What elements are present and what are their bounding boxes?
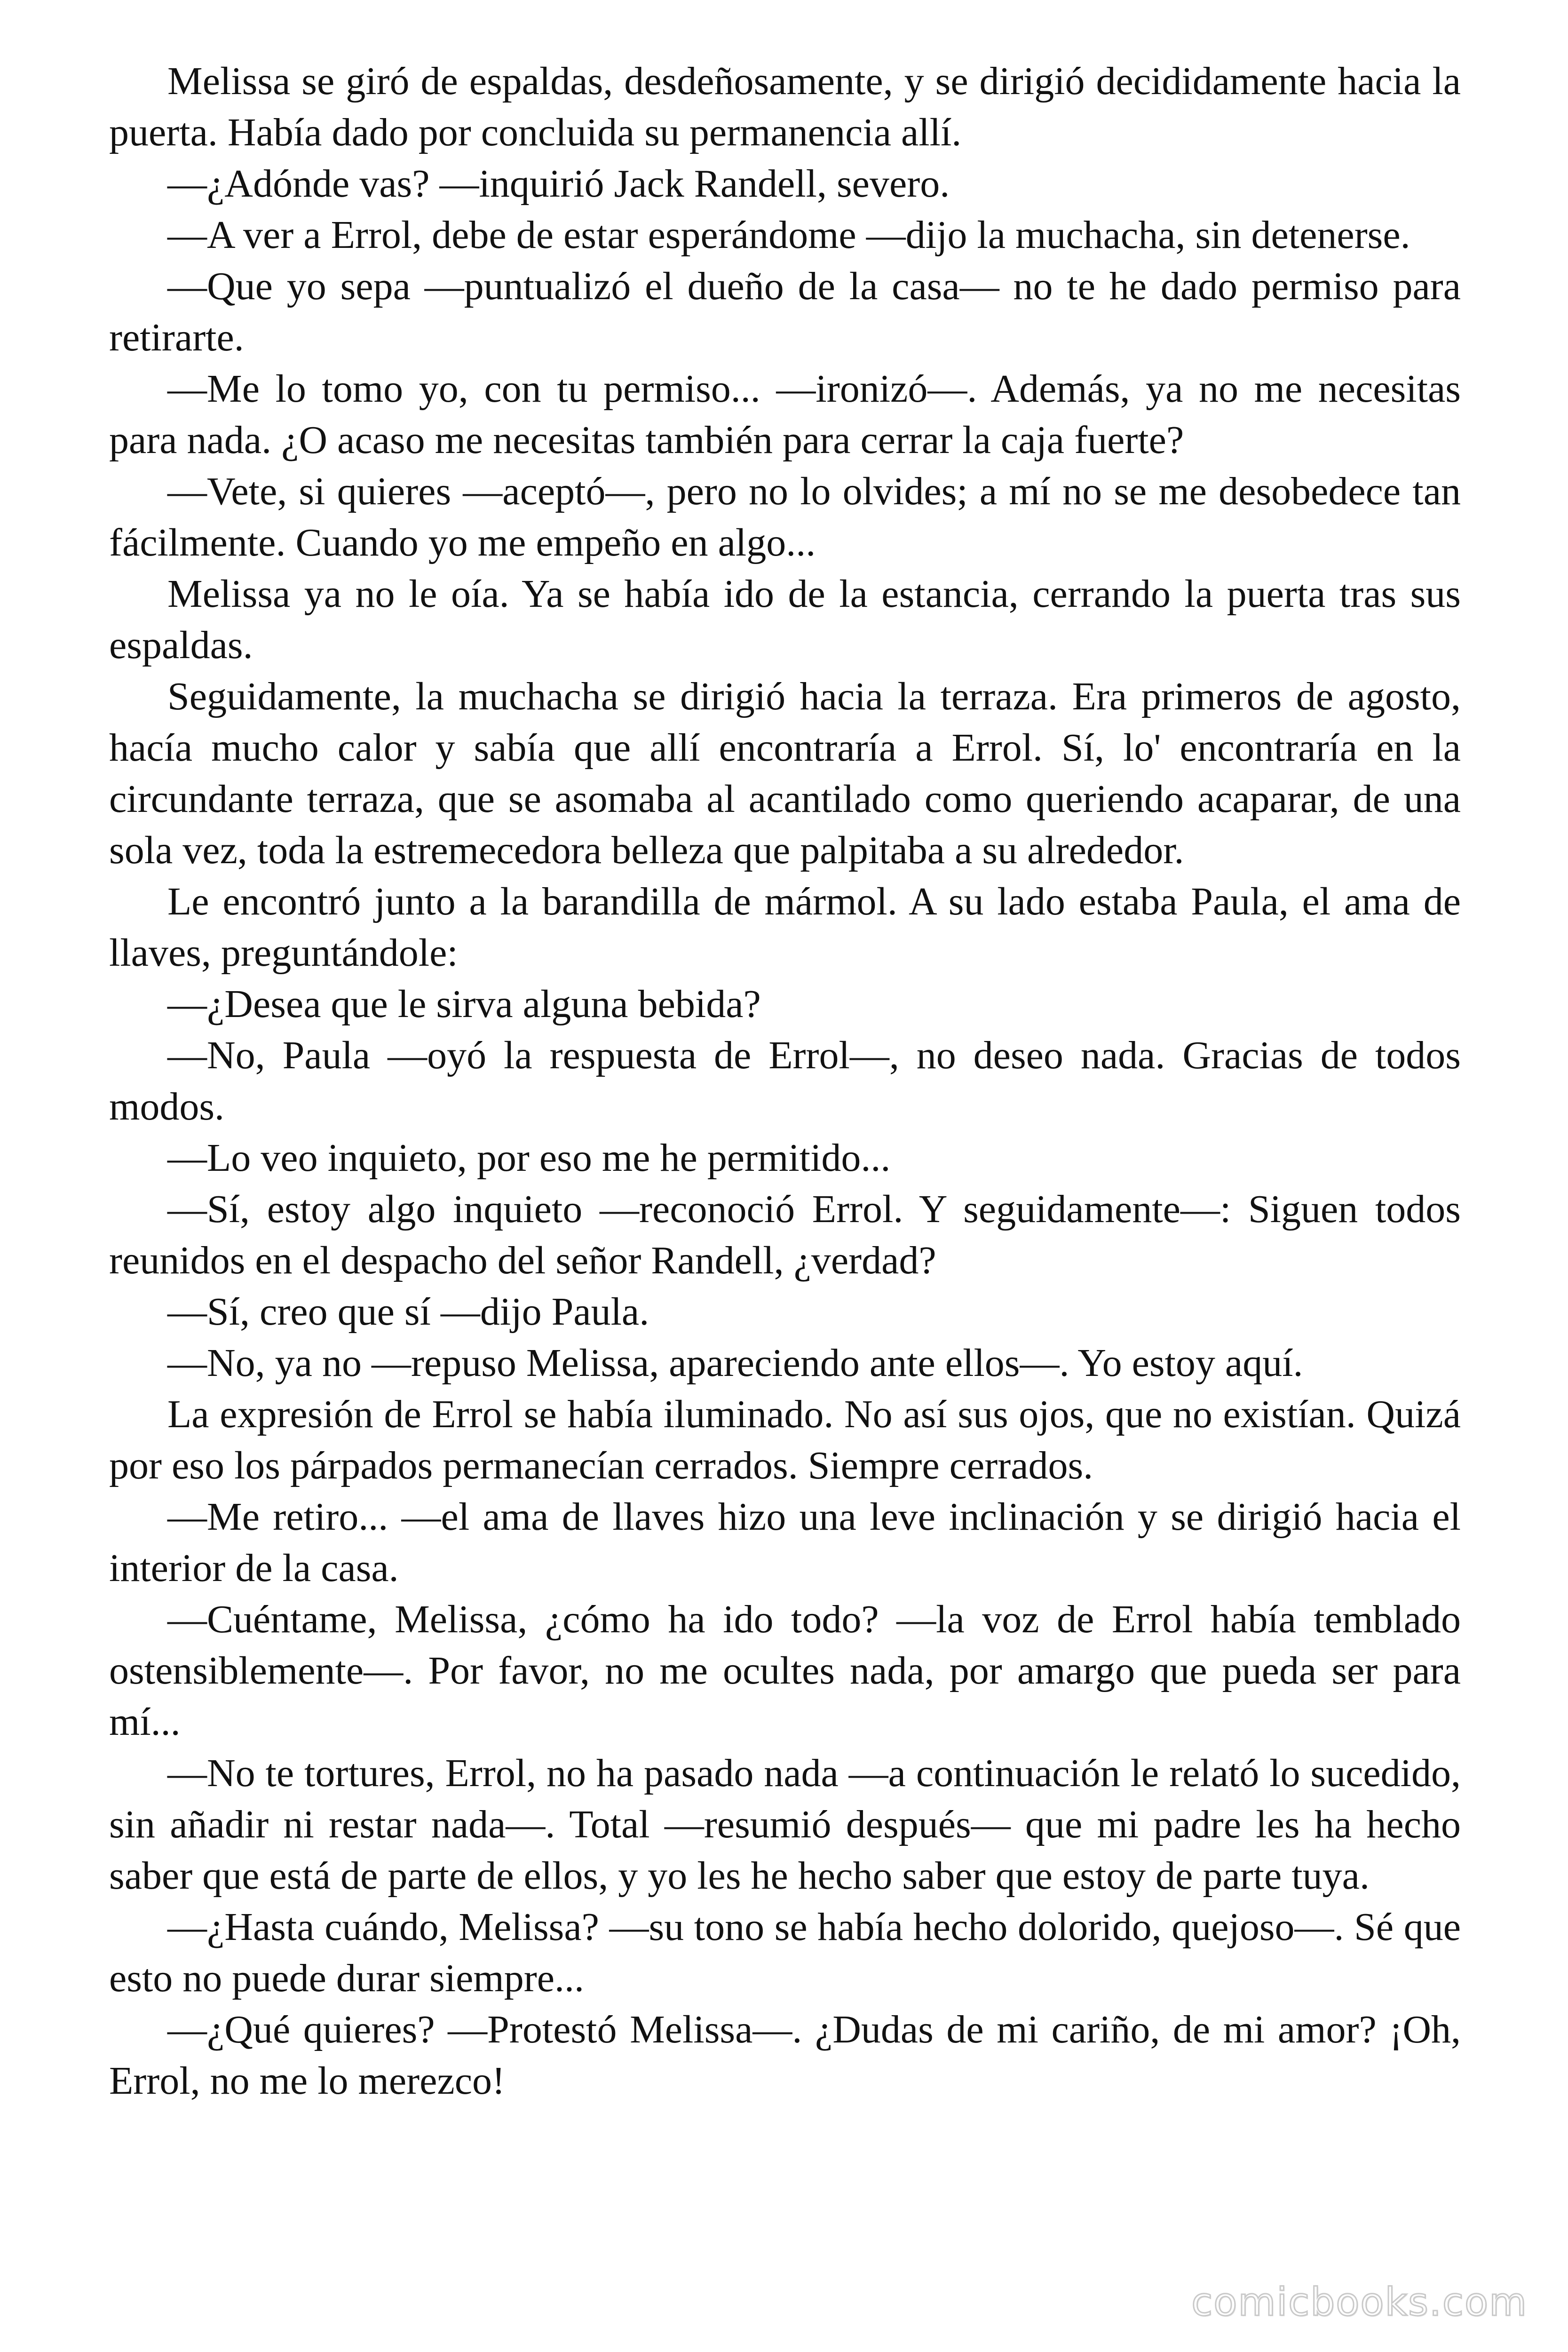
paragraph: —A ver a Errol, debe de estar esperándome —dijo la muchacha, sin detenerse. [167, 213, 1410, 257]
paragraph: —Cuéntame, Melissa, ¿cómo ha ido todo? —la voz de Errol había temblado ostensiblemente—. Por favor, no me ocultes nada, por amargo que pueda ser para mí... [109, 1597, 1461, 1744]
paragraph: —¿Qué quieres? —Protestó Melissa—. ¿Dudas de mi cariño, de mi amor? ¡Oh, Errol, no me lo merezco! [109, 2008, 1461, 2103]
paragraph: —Vete, si quieres —aceptó—, pero no lo olvides; a mí no se me desobedece tan fácilmente. Cuando yo me empeño en algo... [109, 469, 1461, 564]
paragraph: Melissa se giró de espaldas, desdeñosamente, y se dirigió decididamente hacia la puerta. Había dado por concluida su permanencia allí. [109, 59, 1461, 154]
paragraph: Le encontró junto a la barandilla de mármol. A su lado estaba Paula, el ama de llaves, preguntándole: [109, 880, 1461, 975]
paragraph: La expresión de Errol se había iluminado. No así sus ojos, que no existían. Quizá por eso los párpados permanecían cerrados. Siempre cerrados. [109, 1392, 1461, 1487]
paragraph: Melissa ya no le oía. Ya se había ido de la estancia, cerrando la puerta tras sus espaldas. [109, 572, 1461, 667]
paragraph: —No, ya no —repuso Melissa, apareciendo ante ellos—. Yo estoy aquí. [167, 1341, 1303, 1385]
paragraph: —Sí, creo que sí —dijo Paula. [167, 1290, 649, 1334]
paragraph: —¿Hasta cuándo, Melissa? —su tono se había hecho dolorido, quejoso—. Sé que esto no puede durar siempre... [109, 1905, 1461, 2000]
paragraph: —Sí, estoy algo inquieto —reconoció Errol. Y seguidamente—: Siguen todos reunidos en el despacho del señor Randell, ¿verdad? [109, 1187, 1461, 1282]
paragraph: —¿Adónde vas? —inquirió Jack Randell, severo. [167, 162, 950, 206]
paragraph: —¿Desea que le sirva alguna bebida? [167, 982, 761, 1026]
paragraph: —Me retiro... —el ama de llaves hizo una leve inclinación y se dirigió hacia el interior de la casa. [109, 1495, 1461, 1590]
paragraph: —Me lo tomo yo, con tu permiso... —ironizó—. Además, ya no me necesitas para nada. ¿O acaso me necesitas también para cerrar la caja fuerte? [109, 367, 1461, 462]
paragraph: —Lo veo inquieto, por eso me he permitido... [167, 1136, 891, 1180]
watermark: comicbooks.com [1191, 2280, 1528, 2325]
paragraph: —Que yo sepa —puntualizó el dueño de la casa— no te he dado permiso para retirarte. [109, 264, 1461, 359]
paragraph: Seguidamente, la muchacha se dirigió hacia la terraza. Era primeros de agosto, hacía mucho calor y sabía que allí encontraría a Errol. Sí, lo' encontraría en la circundante terraza, que se asomaba al acantilado como queriendo acaparar, de una sola vez, toda la estremecedora belleza que palpitaba a su alrededor. [109, 675, 1461, 872]
page-body [109, 56, 1461, 2106]
paragraph: —No, Paula —oyó la respuesta de Errol—, no deseo nada. Gracias de todos modos. [109, 1033, 1461, 1128]
paragraph: —No te tortures, Errol, no ha pasado nada —a continuación le relató lo sucedido, sin añadir ni restar nada—. Total —resumió después— que mi padre les ha hecho saber que está de parte de ellos, y yo les he hecho saber que estoy de parte tuya. [109, 1751, 1461, 1898]
